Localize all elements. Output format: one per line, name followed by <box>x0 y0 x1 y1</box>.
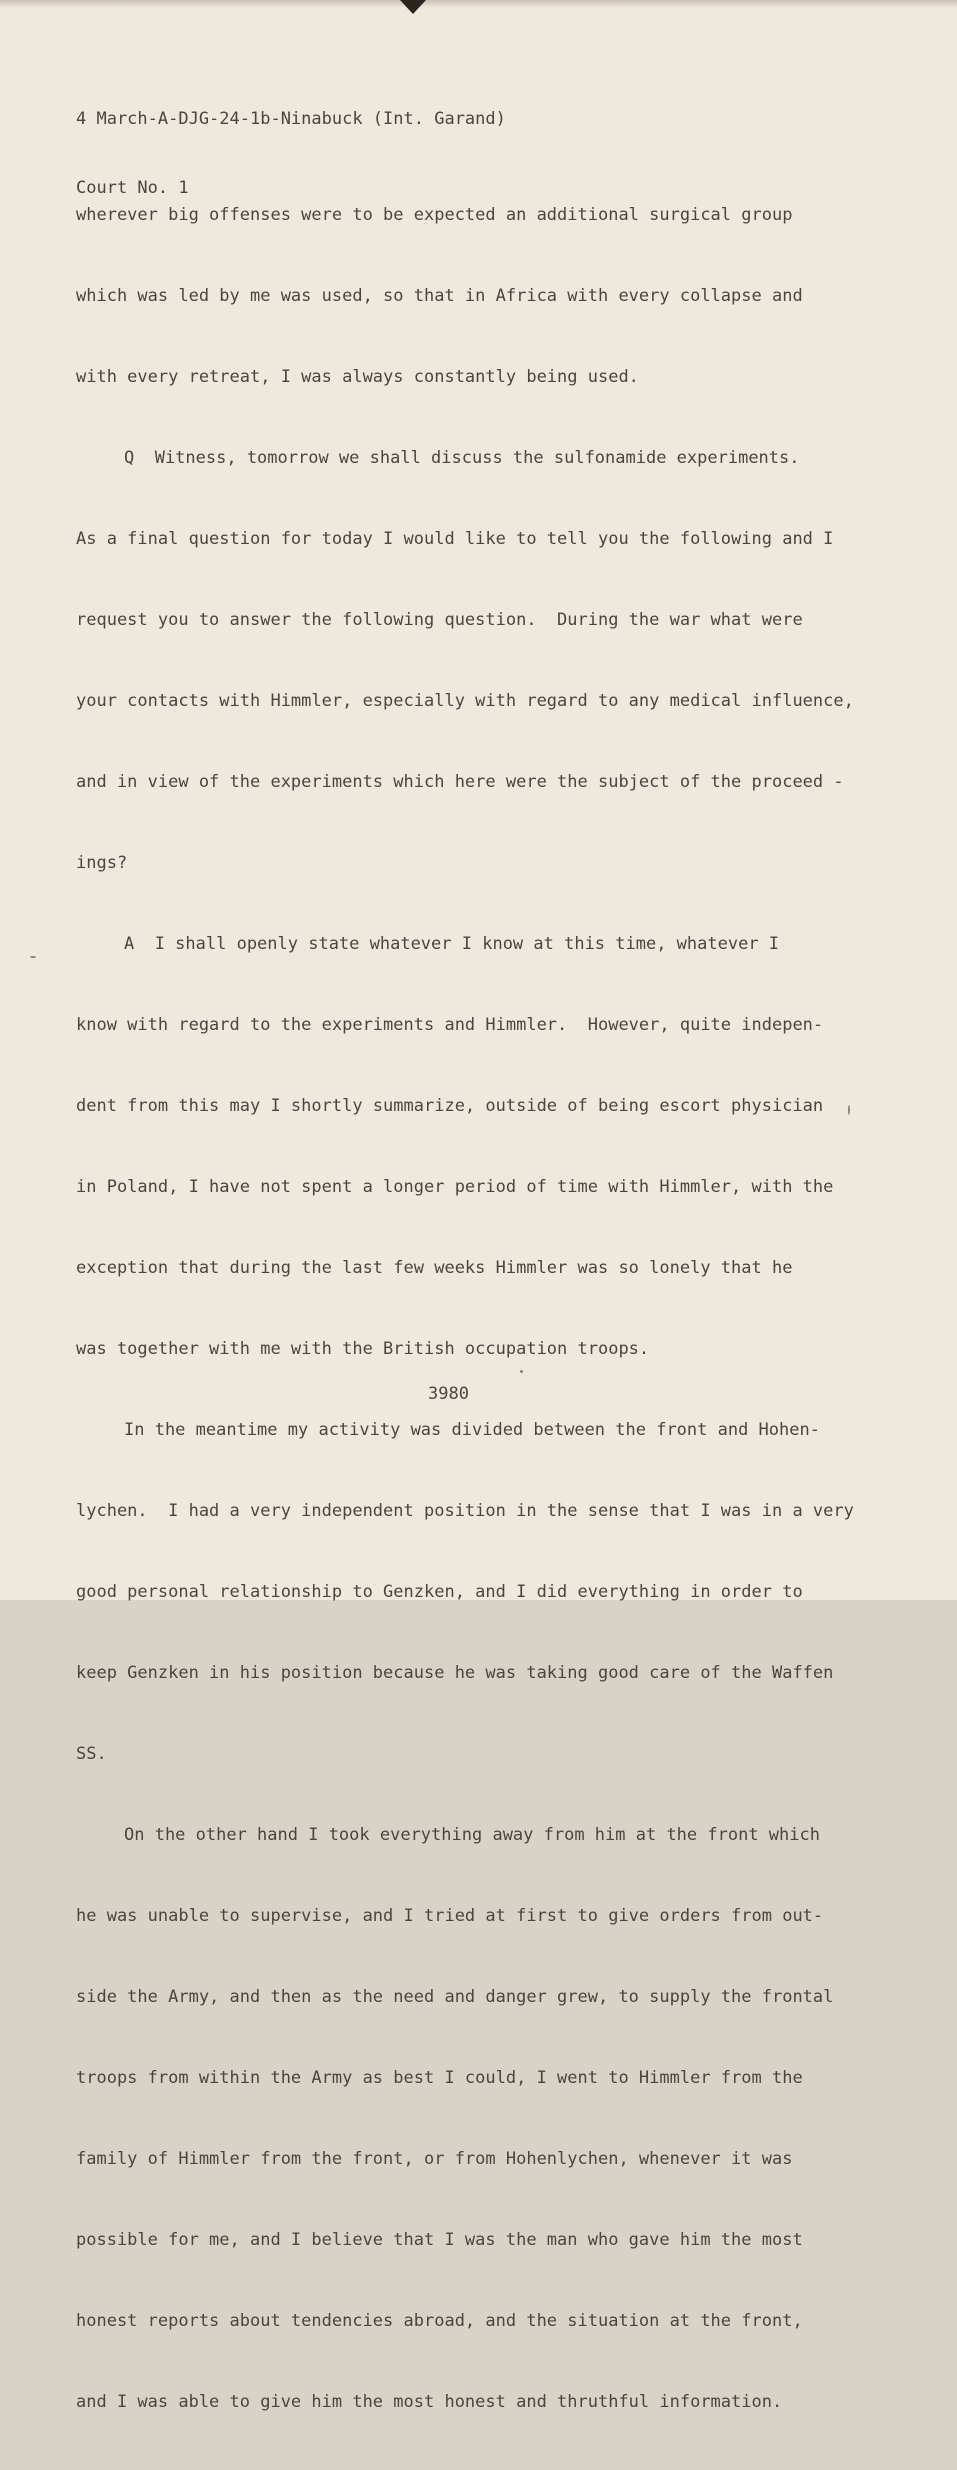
text-line: wherever big offenses were to be expected an additional surgical group <box>76 205 793 225</box>
text-line: good personal relationship to Genzken, and I did everything in order to <box>76 1582 803 1602</box>
top-edge-shadow <box>0 0 957 8</box>
text-line: and in view of the experiments which here were the subject of the proceed - <box>76 772 844 792</box>
text-line: lychen. I had a very independent position in the sense that I was in a very <box>76 1501 854 1521</box>
text-line: SS. <box>76 1744 107 1764</box>
text-line: honest reports about tendencies abroad, and the situation at the front, <box>76 2311 803 2331</box>
paragraph-start-line: On the other hand I took everything away from him at the front which <box>124 1825 820 1845</box>
question-line: Q Witness, tomorrow we shall discuss the sulfonamide experiments. <box>124 448 800 468</box>
text-line: possible for me, and I believe that I was the man who gave him the most <box>76 2230 803 2250</box>
text-line: request you to answer the following question. During the war what were <box>76 610 803 630</box>
text-line: ings? <box>76 853 128 873</box>
text-line: your contacts with Himmler, especially with regard to any medical influence, <box>76 691 854 711</box>
answer-line: A I shall openly state whatever I know at this time, whatever I <box>124 934 780 954</box>
text-line: exception that during the last few weeks Himmler was so lonely that he <box>76 1258 793 1278</box>
text-line: which was led by me was used, so that in Africa with every collapse and <box>76 286 803 306</box>
header-case-line: 4 March-A-DJG-24-1b-Ninabuck (Int. Garand) <box>76 109 506 129</box>
text-line: know with regard to the experiments and Himmler. However, quite indepen- <box>76 1015 824 1035</box>
text-line: in Poland, I have not spent a longer period of time with Himmler, with the <box>76 1177 834 1197</box>
text-line: As a final question for today I would like to tell you the following and I <box>76 529 834 549</box>
text-line: troops from within the Army as best I could, I went to Himmler from the <box>76 2068 803 2088</box>
text-line: keep Genzken in his position because he was taking good care of the Waffen <box>76 1663 834 1683</box>
text-line: family of Himmler from the front, or from Hohenlychen, whenever it was <box>76 2149 793 2169</box>
paper-speck <box>848 1105 850 1115</box>
text-line: was together with me with the British occupation troops. <box>76 1339 650 1359</box>
transcript-body <box>76 162 876 2470</box>
text-line: side the Army, and then as the need and danger grew, to supply the frontal <box>76 1987 834 2007</box>
text-line: with every retreat, I was always constantly being used. <box>76 367 639 387</box>
header-court-line: Court No. 1 <box>76 178 189 198</box>
paper-speck <box>520 1370 523 1373</box>
text-line: he was unable to supervise, and I tried at first to give orders from out- <box>76 1906 824 1926</box>
text-line: and I was able to give him the most honest and thruthful information. <box>76 2392 783 2412</box>
paragraph-start-line: In the meantime my activity was divided between the front and Hohen- <box>124 1420 820 1440</box>
page-number: 3980 <box>428 1384 469 1404</box>
paper-speck <box>30 956 36 958</box>
text-line: dent from this may I shortly summarize, outside of being escort physician <box>76 1096 824 1116</box>
